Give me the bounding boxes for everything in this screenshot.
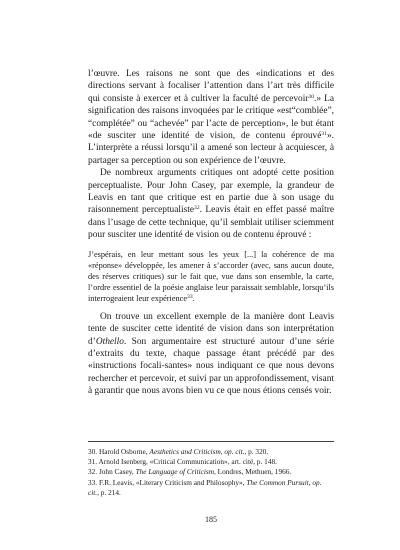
text-run: 33. F.R. Leavis, «Literary Criticism and Philosophy», (88, 477, 247, 487)
text-run: 31. Arnold Isenberg, «Critical Communication», art. cité, p. 148. (88, 457, 277, 467)
footnote-reference: 33 (187, 293, 193, 300)
page-number: 185 (205, 515, 217, 524)
paragraph (88, 167, 334, 241)
footnote (88, 467, 334, 477)
text-run: ». L’interprète a réussi lorsqu’il a amené son lecteur à acquiescer, à partager sa perception ou son expérience de l’œuvre. (88, 131, 334, 166)
text-run: J’espérais, en leur mettant sous les yeux [...] la cohérence de ma «réponse» développée, les amener à s’accorder (avec, sans aucun doute, des réserves critiques) sur le fait que, vue dans son ensemble, la carte, l’ordre essentiel de la poésie anglaise leur paraissait semblable, lorsqu’ils interrogeaient leur expérience (88, 249, 334, 303)
text-run: , p. 214. (97, 487, 121, 497)
footnote-rule (88, 441, 334, 442)
text-run: , Londres, Methuen, 1966. (214, 467, 292, 477)
text-run: . Leavis était en effet passé maître dans l’usage de cette technique, qu’il semblait utiliser sciemment pour susciter une identité de vision ou de contenu éprouvé : (88, 205, 334, 241)
text-run: . Son argumentaire est structuré autour d’une série d’extraits du texte, chaque passage étant précédé par des «instructions focali-santes» nous indiquant ce que nous devons rechercher et percevoir, et suivi par un approfondissement, visant à garantir que nous avons bien vu ce que nous étions censés voir. (88, 336, 334, 397)
text-run: , p. 320. (244, 447, 269, 456)
italic-title: op. cit. (224, 447, 245, 456)
main-text (88, 68, 334, 398)
italic-title: The Language of Criticism (135, 467, 215, 477)
footnote (88, 447, 334, 457)
paragraph (88, 311, 334, 398)
text-run: l’œuvre. Les raisons ne sont que des «indications et des directions servant à focaliser l’attention dans l’art très difficile qui consiste à exercer et à cultiver la faculté de percevoir (88, 69, 334, 104)
footnote-reference: 30 (308, 93, 315, 100)
text-run: De nombreux arguments critiques ont adopté cette position perceptualiste. Pour John Casey, par exemple, la grandeur de Leavis en tant que critique est en partie due à son usage du raisonnement perceptualiste (88, 168, 334, 216)
text-run: 30. Harold Osborne, (88, 447, 150, 456)
text-run: 32. John Casey, (88, 467, 136, 477)
text-run: . (192, 293, 195, 303)
paragraph (88, 68, 334, 167)
italic-title: Othello (95, 336, 124, 347)
text-run: , (220, 447, 225, 456)
italic-title: op. cit. (88, 477, 322, 497)
text-run: .» La signification des raisons invoquées par le critique «est“comblée”, “complétée” ou “achevée” par l’acte de perception», le but étant «de susciter une identité de vision, de contenu éprouvé (88, 93, 334, 142)
footnote-reference: 31 (321, 131, 327, 138)
text-run: , (308, 477, 313, 487)
footnote (88, 457, 334, 467)
footnote-reference: 32 (194, 205, 200, 212)
italic-title: The Common Pursuit (246, 477, 309, 487)
footnote (88, 478, 334, 498)
footnotes (88, 447, 334, 498)
italic-title: Aesthetics and Criticism (149, 447, 221, 456)
text-run: On trouve un excellent exemple de la manière dont Leavis tente de susciter cette identité de vision dans son interprétation d’ (88, 311, 334, 347)
block-quote (88, 249, 334, 304)
